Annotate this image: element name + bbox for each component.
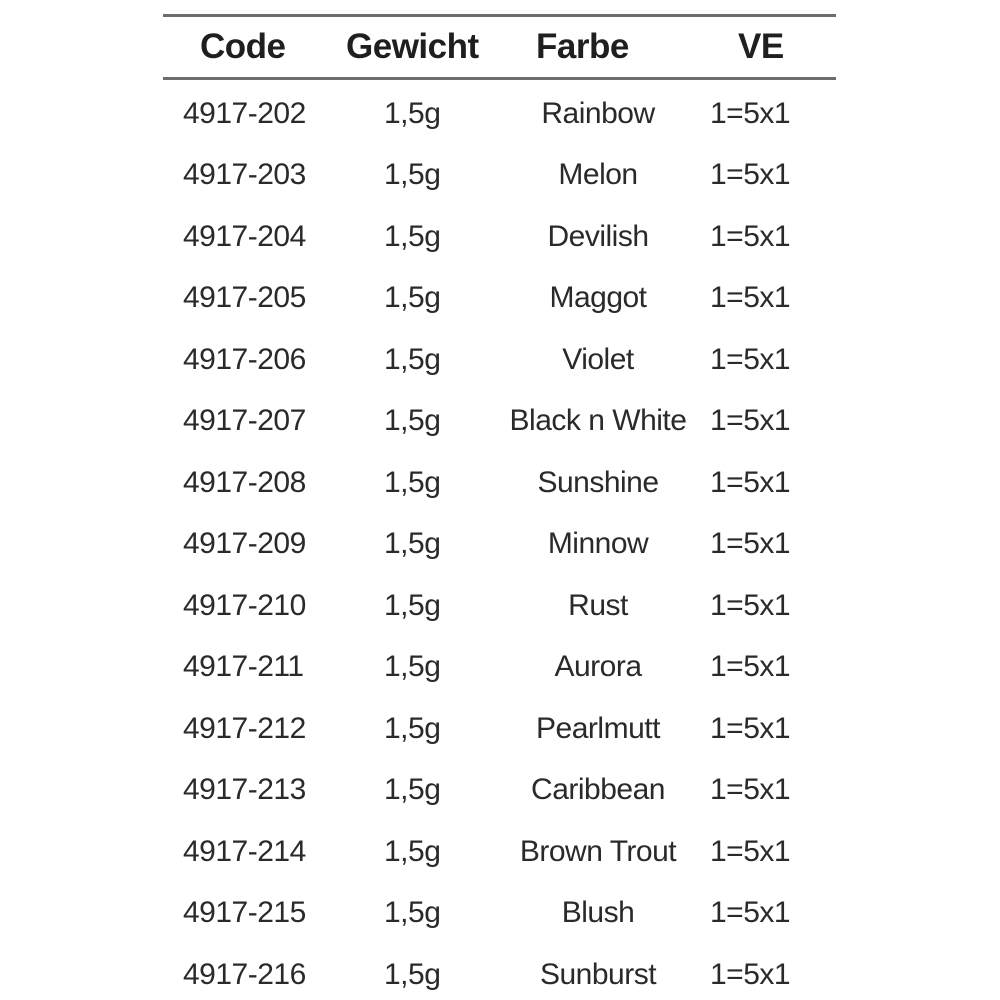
- cell-farbe: Caribbean: [531, 773, 665, 807]
- cell-gewicht: 1,5g: [384, 219, 441, 253]
- cell-code: 4917-205: [183, 281, 306, 315]
- cell-farbe: Blush: [561, 896, 635, 930]
- cell-farbe: Black n White: [509, 404, 687, 438]
- table-row: [163, 268, 836, 330]
- cell-code: 4917-209: [183, 527, 306, 561]
- cell-code: 4917-207: [183, 404, 306, 438]
- table-row: [163, 329, 836, 391]
- cell-gewicht: 1,5g: [384, 158, 441, 192]
- cell-code: 4917-206: [183, 342, 306, 376]
- table-row: [163, 575, 836, 637]
- table-row: [163, 698, 836, 760]
- table-body: [163, 77, 836, 1000]
- cell-farbe: Brown Trout: [519, 834, 677, 868]
- cell-ve: 1=5x1: [710, 896, 791, 930]
- cell-code: 4917-216: [183, 957, 306, 991]
- cell-gewicht: 1,5g: [384, 342, 441, 376]
- cell-farbe: Melon: [558, 158, 638, 192]
- cell-ve: 1=5x1: [710, 773, 791, 807]
- table-row: [163, 944, 836, 1000]
- cell-code: 4917-210: [183, 588, 306, 622]
- cell-gewicht: 1,5g: [384, 281, 441, 315]
- cell-code: 4917-202: [183, 96, 306, 130]
- cell-farbe: Sunburst: [539, 957, 657, 991]
- cell-gewicht: 1,5g: [384, 588, 441, 622]
- product-spec-table: [163, 17, 836, 1000]
- cell-code: 4917-213: [183, 773, 306, 807]
- table-row: [163, 452, 836, 514]
- column-header-code: Code: [200, 27, 286, 66]
- table-row: [163, 821, 836, 883]
- cell-ve: 1=5x1: [710, 588, 791, 622]
- cell-code: 4917-212: [183, 711, 306, 745]
- column-header-ve: VE: [738, 27, 784, 66]
- column-header-gewicht: Gewicht: [346, 27, 479, 66]
- cell-ve: 1=5x1: [710, 158, 791, 192]
- cell-ve: 1=5x1: [710, 404, 791, 438]
- table-row: [163, 145, 836, 207]
- cell-gewicht: 1,5g: [384, 404, 441, 438]
- table-row: [163, 391, 836, 453]
- cell-ve: 1=5x1: [710, 834, 791, 868]
- cell-gewicht: 1,5g: [384, 96, 441, 130]
- cell-farbe: Pearlmutt: [536, 711, 660, 745]
- cell-gewicht: 1,5g: [384, 957, 441, 991]
- cell-gewicht: 1,5g: [384, 465, 441, 499]
- table-row: [163, 206, 836, 268]
- cell-code: 4917-214: [183, 834, 306, 868]
- table-row: [163, 760, 836, 822]
- cell-ve: 1=5x1: [710, 465, 791, 499]
- cell-gewicht: 1,5g: [384, 711, 441, 745]
- cell-ve: 1=5x1: [710, 957, 791, 991]
- table-row: [163, 77, 836, 145]
- cell-farbe: Sunshine: [537, 465, 659, 499]
- table-header: [163, 17, 836, 77]
- cell-ve: 1=5x1: [710, 96, 791, 130]
- cell-code: 4917-211: [183, 650, 304, 684]
- table-row: [163, 637, 836, 699]
- cell-code: 4917-215: [183, 896, 306, 930]
- cell-gewicht: 1,5g: [384, 650, 441, 684]
- cell-farbe: Rust: [568, 588, 628, 622]
- cell-code: 4917-203: [183, 158, 306, 192]
- cell-ve: 1=5x1: [710, 711, 791, 745]
- cell-farbe: Violet: [562, 342, 634, 376]
- cell-ve: 1=5x1: [710, 650, 791, 684]
- cell-gewicht: 1,5g: [384, 773, 441, 807]
- cell-gewicht: 1,5g: [384, 527, 441, 561]
- table-row: [163, 514, 836, 576]
- cell-farbe: Rainbow: [541, 96, 655, 130]
- cell-farbe: Maggot: [549, 281, 647, 315]
- cell-farbe: Devilish: [547, 219, 649, 253]
- cell-ve: 1=5x1: [710, 219, 791, 253]
- cell-code: 4917-204: [183, 219, 306, 253]
- column-header-farbe: Farbe: [536, 27, 629, 66]
- table-row: [163, 883, 836, 945]
- cell-ve: 1=5x1: [710, 527, 791, 561]
- cell-ve: 1=5x1: [710, 342, 791, 376]
- cell-farbe: Aurora: [554, 650, 642, 684]
- header-row: [163, 17, 836, 77]
- cell-code: 4917-208: [183, 465, 306, 499]
- cell-farbe: Minnow: [547, 527, 649, 561]
- cell-ve: 1=5x1: [710, 281, 791, 315]
- cell-gewicht: 1,5g: [384, 834, 441, 868]
- cell-gewicht: 1,5g: [384, 896, 441, 930]
